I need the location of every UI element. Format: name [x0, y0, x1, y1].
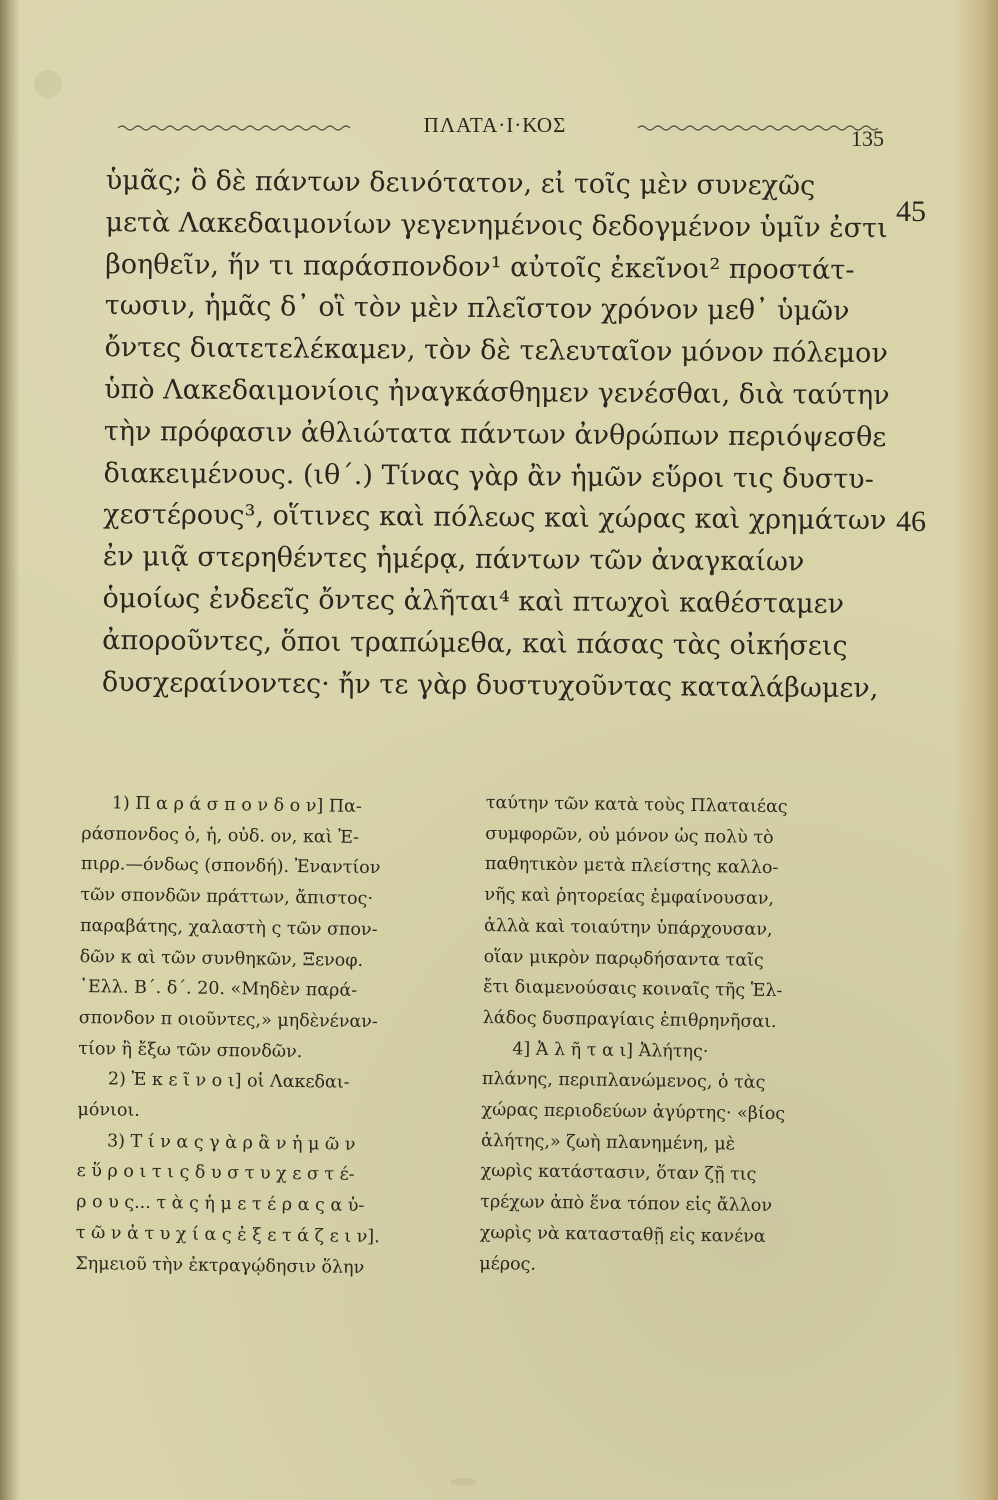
- footnote-line: λάδος δυσπραγίαις ἐπιθρηνῆσαι.: [482, 1007, 777, 1033]
- footnote-line: Σημειοῦ τὴν ἐκτραγῴδησιν ὅλην: [75, 1253, 365, 1278]
- footnote-line: 4] Ἀ λ ῆ τ α ι] Ἀλήτης·: [512, 1039, 709, 1062]
- footnote-line: δῶν κ αὶ τῶν συνθηκῶν, Ξενοφ.: [79, 946, 364, 971]
- text-line: ἐν μιᾷ στερηθέντες ἡμέρᾳ, πάντων τῶν ἀναγκαίων: [102, 541, 805, 578]
- footnotes: [75, 788, 872, 1388]
- footnote-line: 2) Ἐ κ ε ῖ ν ο ι] οἱ Λακεδαι-: [107, 1069, 350, 1094]
- footnote-line: πλάνης, περιπλανώμενος, ὁ τὰς: [481, 1069, 766, 1094]
- footnote-line: μόνιοι.: [77, 1100, 141, 1121]
- footnotes-left-column: [75, 788, 467, 1285]
- page-number: 135: [851, 126, 884, 151]
- margin-section-number: 46: [896, 505, 926, 538]
- footnote-line: παθητικὸν μετὰ πλείστης καλλο-: [484, 854, 779, 879]
- footnote-line: τ ῶ ν ἀ τ υ χ ί α ς ἐ ξ ε τ ά ζ ε ι ν].: [75, 1222, 380, 1248]
- footnote-line: παραβάτης, χαλαστὴ ς τῶν σπον-: [79, 915, 378, 940]
- text-line: διακειμένους. (ιθ΄.) Τίνας γὰρ ἂν ἡμῶν εὕροι τις δυστυ-: [103, 457, 874, 495]
- footnote-line: ῾Ελλ. Β΄. δ΄. 20. «Μηδὲν παρά-: [79, 977, 358, 1002]
- main-text: [101, 160, 890, 709]
- right-page-edge: [954, 0, 998, 1500]
- text-line: τὴν πρόφασιν ἀθλιώτατα πάντων ἀνθρώπων περιόψεσθε: [103, 415, 887, 453]
- footnote-line: συμφορῶν, οὐ μόνον ὡς πολὺ τὸ: [485, 823, 774, 848]
- text-line: τωσιν, ἡμᾶς δ᾽ οἳ τὸν μὲν πλεῖστον χρόνον μεθ᾽ ὑμῶν: [104, 290, 850, 328]
- footnote-line: ἀλήτης,» ζωὴ πλανημένη, μὲ: [480, 1130, 736, 1155]
- footnote-line: σπονδον π οιοῦντες,» μηδὲνέναν-: [78, 1007, 378, 1033]
- footnote-line: χωρὶς νὰ κατασταθῇ εἰς κανένα: [479, 1222, 766, 1247]
- text-line: βοηθεῖν, ἥν τι παράσπονδον¹ αὐτοῖς ἐκεῖνοι² προστάτ-: [105, 248, 855, 286]
- margin-section-number: 45: [896, 195, 926, 228]
- running-head: ΠΛΑΤΑ·Ι·ΚΟΣ: [423, 113, 567, 137]
- footnote-line: ράσπονδος ὁ, ἡ, οὐδ. ον, καὶ Ἐ-: [81, 823, 360, 848]
- footnote-line: ἀλλὰ καὶ τοιαύτην ὑπάρχουσαν,: [483, 915, 773, 940]
- text-line: ὄντες διατετελέκαμεν, τὸν δὲ τελευταῖον μόνον πόλεμον: [104, 332, 888, 370]
- footnote-line: τρέχων ἀπὸ ἕνα τόπον εἰς ἄλλον: [480, 1192, 773, 1217]
- footnote-line: 3) Τ ί ν α ς γ ὰ ρ ἂ ν ἡ μ ῶ ν: [106, 1131, 356, 1155]
- text-line: ὁμοίως ἐνδεεῖς ὄντες ἀλῆται⁴ καὶ πτωχοὶ καθέσταμεν: [102, 582, 845, 620]
- footnote-line: νῆς καὶ ῥητορείας ἐμφαίνουσαν,: [484, 885, 775, 910]
- paper-stain: [34, 70, 62, 98]
- footnote-line: τῶν σπονδῶν πράττων, ἄπιστος·: [80, 885, 374, 910]
- footnote-line: 1) Π α ρ ά σ π ο ν δ ο ν] Πα-: [111, 793, 362, 817]
- text-line: μετὰ Λακεδαιμονίων γεγενημένοις δεδογμένον ὑμῖν ἐστι: [105, 206, 888, 244]
- footnote-line: ρ ο υ ς... τ ὰ ς ἡ μ ε τ έ ρ α ς α ὐ-: [76, 1192, 365, 1217]
- footnote-line: χώρας περιοδεύων ἀγύρτης· «βίος: [481, 1100, 786, 1125]
- footnote-line: πιρρ.—όνδως (σπονδή). Ἐναντίον: [80, 854, 381, 879]
- footnote-line: τίον ἢ ἔξω τῶν σπονδῶν.: [78, 1038, 303, 1062]
- footnote-line: χωρὶς κατάστασιν, ὅταν ζῇ τις: [480, 1161, 757, 1186]
- text-line: ἀποροῦντες, ὅποι τραπώμεθα, καὶ πάσας τὰς οἰκήσεις: [102, 624, 848, 662]
- text-line: ὑμᾶς; ὃ δὲ πάντων δεινότατον, εἰ τοῖς μὲν συνεχῶς: [105, 164, 816, 202]
- footnote-line: ε ὕ ρ ο ι τ ι ς δ υ σ τ υ χ ε σ τ έ-: [76, 1161, 355, 1186]
- text-line: χεστέρους³, οἵτινες καὶ πόλεως καὶ χώρας καὶ χρημάτων: [103, 499, 887, 537]
- footnotes-right-column: [479, 788, 871, 1285]
- footnote-line: ταύτην τῶν κατὰ τοὺς Πλαταιέας: [485, 792, 788, 818]
- text-line: δυσχεραίνοντες· ἤν τε γὰρ δυστυχοῦντας καταλάβωμεν,: [101, 666, 879, 704]
- text-line: ὑπὸ Λακεδαιμονίοις ἠναγκάσθημεν γενέσθαι, διὰ ταύτην: [104, 373, 890, 412]
- left-page-edge: [0, 0, 20, 1500]
- footnote-line: μέρος.: [479, 1253, 537, 1275]
- footnote-line: ἔτι διαμενούσαις κοιναῖς τῆς Ἑλ-: [483, 977, 783, 1002]
- footnote-line: οἵαν μικρὸν παρῳδήσαντα ταῖς: [483, 946, 764, 971]
- paper-stain: [450, 1478, 476, 1486]
